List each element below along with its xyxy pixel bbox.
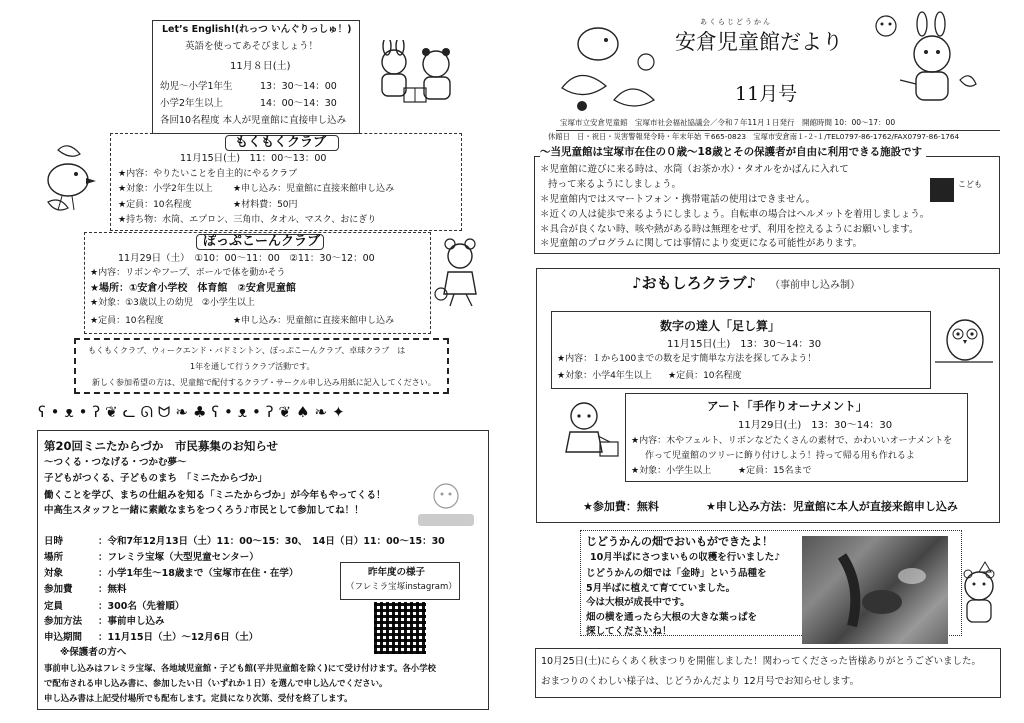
place-value: ：フレミラ宝塚（大型児童センター）	[98, 552, 259, 563]
squirrel-icon: ♠	[296, 403, 315, 421]
period-label: 申込期間	[44, 632, 83, 643]
lastyear-line1: 昨年度の様子	[368, 567, 426, 578]
math-club-capacity: ★定員：10名程度	[668, 371, 742, 381]
cat-icon: ᓚᘏᗢ	[122, 403, 176, 421]
date-value: ：令和7年12月13日（土）11：00～15：30、 14日（日）11：00～15：30	[98, 536, 445, 547]
minitakarazuka-intro1: 子どもがつくる、子どものまち 「ミニたからづか」	[44, 473, 268, 484]
logo-mark-icon	[930, 178, 954, 202]
omoshiro-fee: ★参加費：無料	[583, 500, 659, 513]
art-club-title: アート「手作りオーナメント」	[707, 399, 868, 413]
art-club-content1: ★内容：木やフェルト、リボンなどたくさんの素材で、かわいいオーナメントを	[631, 436, 953, 446]
method-label: 参加方法	[44, 616, 83, 627]
facility-bullet1b: 持って来るようにしましょう。	[548, 179, 682, 190]
math-club-date: 11月15日(土) 13：30～14：30	[667, 339, 822, 350]
math-club-content: ★内容：１から100までの数を足す簡単な方法を探してみよう！	[557, 354, 817, 364]
popcorn-target: ★対象：①3歳以上の幼児 ②小学生以上	[90, 298, 255, 308]
capacity-label: 定員	[44, 601, 64, 612]
mokumoku-items: ★持ち物：水筒、エプロン、三角巾、タオル、マスク、おにぎり	[118, 215, 377, 225]
minitakarazuka-intro2: 働くことを学び、まちの仕組みを知る「ミニたからづか」が今年もやってくる！	[44, 490, 386, 501]
popcorn-place: ★場所：①安倉小学校 体育館 ②安倉児童館	[90, 283, 296, 294]
facility-bullet5: ＊児童館のプログラムに関しては事情により変更になる可能性があります。	[540, 238, 863, 249]
owl-illustration	[935, 312, 993, 368]
minitakarazuka-title: 第20回ミニたからづか 市民募集のお知らせ	[44, 439, 279, 453]
animal-border	[38, 403, 488, 427]
field-line1: 10月半ばにさつまいもの収穫を行いました♪	[590, 552, 781, 563]
mokumoku-apply: ★申し込み：児童館に直接来館申し込み	[233, 184, 395, 194]
mokumoku-date: 11月15日(土) 11：00～13：00	[180, 153, 327, 164]
omoshiro-title: ♪おもしろクラブ♪	[632, 274, 757, 292]
leaf-icon: ❦	[278, 403, 297, 421]
club-note-line3: 新しく参加希望の方は、児童館で配付するクラブ・サークル申し込み用紙に記入してください。	[92, 378, 436, 387]
target-label: 対象	[44, 568, 64, 579]
minitakarazuka-intro3: 中高生スタッフと一緒に素敵なまちをつくろう♪市民として参加してね！！	[44, 505, 364, 516]
header-info1: 宝塚市立安倉児童館 宝塚市社会福祉協議会／令和７年11月１日発行 開館時間 10：00～17：00	[560, 118, 896, 127]
place-label: 場所	[44, 552, 64, 563]
bear-mascot-illustration	[955, 560, 1003, 630]
art-club-date: 11月29日(土) 13：30～14：30	[738, 420, 893, 431]
english-row2-label: 小学2年生以上	[160, 98, 224, 109]
logo-text: こども	[958, 180, 982, 189]
festival-line1: 10月25日(土)にらくあく秋まつりを開催しました！関わってくださった皆様ありがとうございました。	[541, 656, 981, 667]
art-club-target: ★対象：小学生以上	[631, 466, 712, 476]
fee-value: ：無料	[98, 584, 127, 595]
fee-label: 参加費	[44, 584, 73, 595]
field-line2: じどうかんの畑では「金時」という品種を	[586, 568, 767, 579]
english-row2-time: 14：00～14：30	[260, 98, 337, 109]
qr-code[interactable]	[374, 602, 426, 654]
leaf-icon: ❧	[175, 403, 193, 421]
bird-icon: ✦	[332, 403, 350, 421]
capacity-value: ：300名（先着順）	[98, 601, 185, 612]
child-ball-illustration	[432, 238, 490, 310]
english-row1-time: 13：30～14：00	[260, 81, 337, 92]
minitakarazuka-subtitle: ～つくる・つなげる・つかむ夢～	[44, 457, 187, 468]
popcorn-content: ★内容：リボンやフープ、ボールで体を動かそう	[90, 268, 286, 278]
mokumoku-capacity: ★定員：10名程度	[118, 200, 192, 210]
date-label: 日時	[44, 536, 64, 547]
english-subtitle: 英語を使ってあそびましょう！	[185, 41, 319, 52]
facility-heading: ～当児童館は宝塚市在住の０歳～18歳とその保護者が自由に利用できる施設です	[540, 146, 926, 158]
field-line6: 探してくださいね！	[586, 626, 672, 637]
popcorn-date: 11月29日（土） ①10：00～11：00 ②11：30～12：00	[118, 253, 375, 264]
club-note-line1: もくもくクラブ、ウィークエンド・バドミントン、ぽっぷこーんクラブ、卓球クラブ は	[88, 346, 406, 355]
period-value: ：11月15日（土）～12月6日（土）	[98, 632, 259, 643]
leaf-icon: ❦	[105, 403, 123, 421]
field-line4: 今は大根が成長中です。	[586, 597, 690, 608]
sparrow-illustration	[548, 14, 668, 114]
header-info2: 休館日 日・祝日・災害警報発令時・年末年始 〒665-0823 宝塚市安倉南１-２-１/TEL0797-86-1762/FAX0797-86-1764	[548, 132, 960, 141]
popcorn-capacity: ★定員：10名程度	[90, 316, 164, 326]
english-row1-label: 幼児～小学1年生	[160, 81, 233, 92]
rabbit-illustration	[860, 10, 986, 112]
field-line3: 5月半ばに植えて育てていました。	[586, 583, 736, 594]
acorn-icon: ♣	[192, 403, 212, 421]
note-line1: 事前申し込みはフレミラ宝塚、各地域児童館・子ども館(平井児童館を除く)にて受け付けます。各小学校	[44, 663, 436, 673]
omoshiro-apply: ★申し込み方法：児童館に本人が直接来館申し込み	[706, 500, 958, 513]
issue-month: 11月号	[735, 83, 798, 105]
field-title: じどうかんの畑でおいもができたよ！	[586, 535, 773, 548]
math-club-target: ★対象：小学4年生以上	[557, 371, 652, 381]
omoshiro-note: （事前申し込み制）	[770, 280, 860, 291]
kids-reading-illustration	[370, 40, 466, 110]
mokumoku-fee: ★材料費：50円	[233, 200, 298, 210]
header-ruby: あくらじどうかん	[700, 18, 772, 26]
bear-icon: ʕ•ᴥ•ʔ	[211, 403, 279, 421]
popcorn-apply: ★申し込み：児童館に直接来館申し込み	[233, 316, 395, 326]
facility-bullet4: ＊具合が良くない時、咳や熱がある時は無理をせず、利用を控えるようにお願いします。	[540, 224, 919, 235]
field-line5: 畑の横を通ったら大根の大きな葉っぱを	[586, 612, 758, 623]
art-club-capacity: ★定員：15名まで	[738, 466, 812, 476]
leaf-icon: ❧	[314, 403, 333, 421]
lastyear-line2: （フレミラ宝塚instagram）	[346, 582, 457, 592]
children-logo	[930, 176, 990, 206]
facility-bullet1a: ＊児童館に遊びに来る時は、水筒（お茶か水）・タオルをかばんに入れて	[540, 164, 849, 175]
facility-bullet2: ＊児童館内ではスマートフォン・携帯電話の使用はできません。	[540, 194, 816, 205]
note-line3: 申し込み書は上記受付場所でも配布します。定員になり次第、受付を終了します。	[44, 693, 353, 703]
popcorn-title: ぽっぷこーんクラブ	[203, 234, 321, 249]
note-line2: で配布される申し込み書に、参加したい日（いずれか１日）を選んで申し込んでください。	[44, 678, 388, 688]
guardian-note: ※保護者の方へ	[60, 647, 127, 658]
field-photo	[802, 536, 948, 644]
english-note: 各回10名程度 本人が児童館に直接申し込み	[160, 115, 347, 126]
festival-line2: おまつりのくわしい様子は、じどうかんだより 12月号でお知らせします。	[541, 676, 860, 687]
painting-child-illustration	[560, 398, 622, 468]
method-value: ：事前申し込み	[98, 616, 165, 627]
target-value: ：小学1年生～18歳まで（宝塚市在住・在学）	[98, 568, 299, 579]
facility-bullet3: ＊近くの人は徒歩で来るようにしましょう。自転車の場合はヘルメットを着用しましょう。	[540, 209, 930, 220]
bear-icon: ʕ•ᴥ•ʔ	[38, 403, 106, 421]
mokumoku-target: ★対象：小学2年生以上	[118, 184, 213, 194]
art-club-content2: 作って児童館のツリーに飾り付けしよう！持って帰る用も作れるよ	[645, 451, 915, 461]
header-divider	[556, 130, 1000, 131]
english-title: Let’s English!(れっつ いんぐりっしゅ！)	[162, 24, 352, 35]
bird-illustration	[38, 140, 108, 220]
mascot-logo	[410, 478, 482, 530]
math-club-title: 数字の達人「足し算」	[660, 319, 781, 333]
club-note-line2: 1年を通して行うクラブ活動です。	[190, 362, 315, 371]
newsletter-title: 安倉児童館だより	[675, 30, 843, 54]
english-date: 11月８日(土)	[230, 61, 291, 72]
mokumoku-content: ★内容：やりたいことを自主的にやるクラブ	[118, 169, 298, 179]
mokumoku-title: もくもくクラブ	[235, 135, 327, 150]
